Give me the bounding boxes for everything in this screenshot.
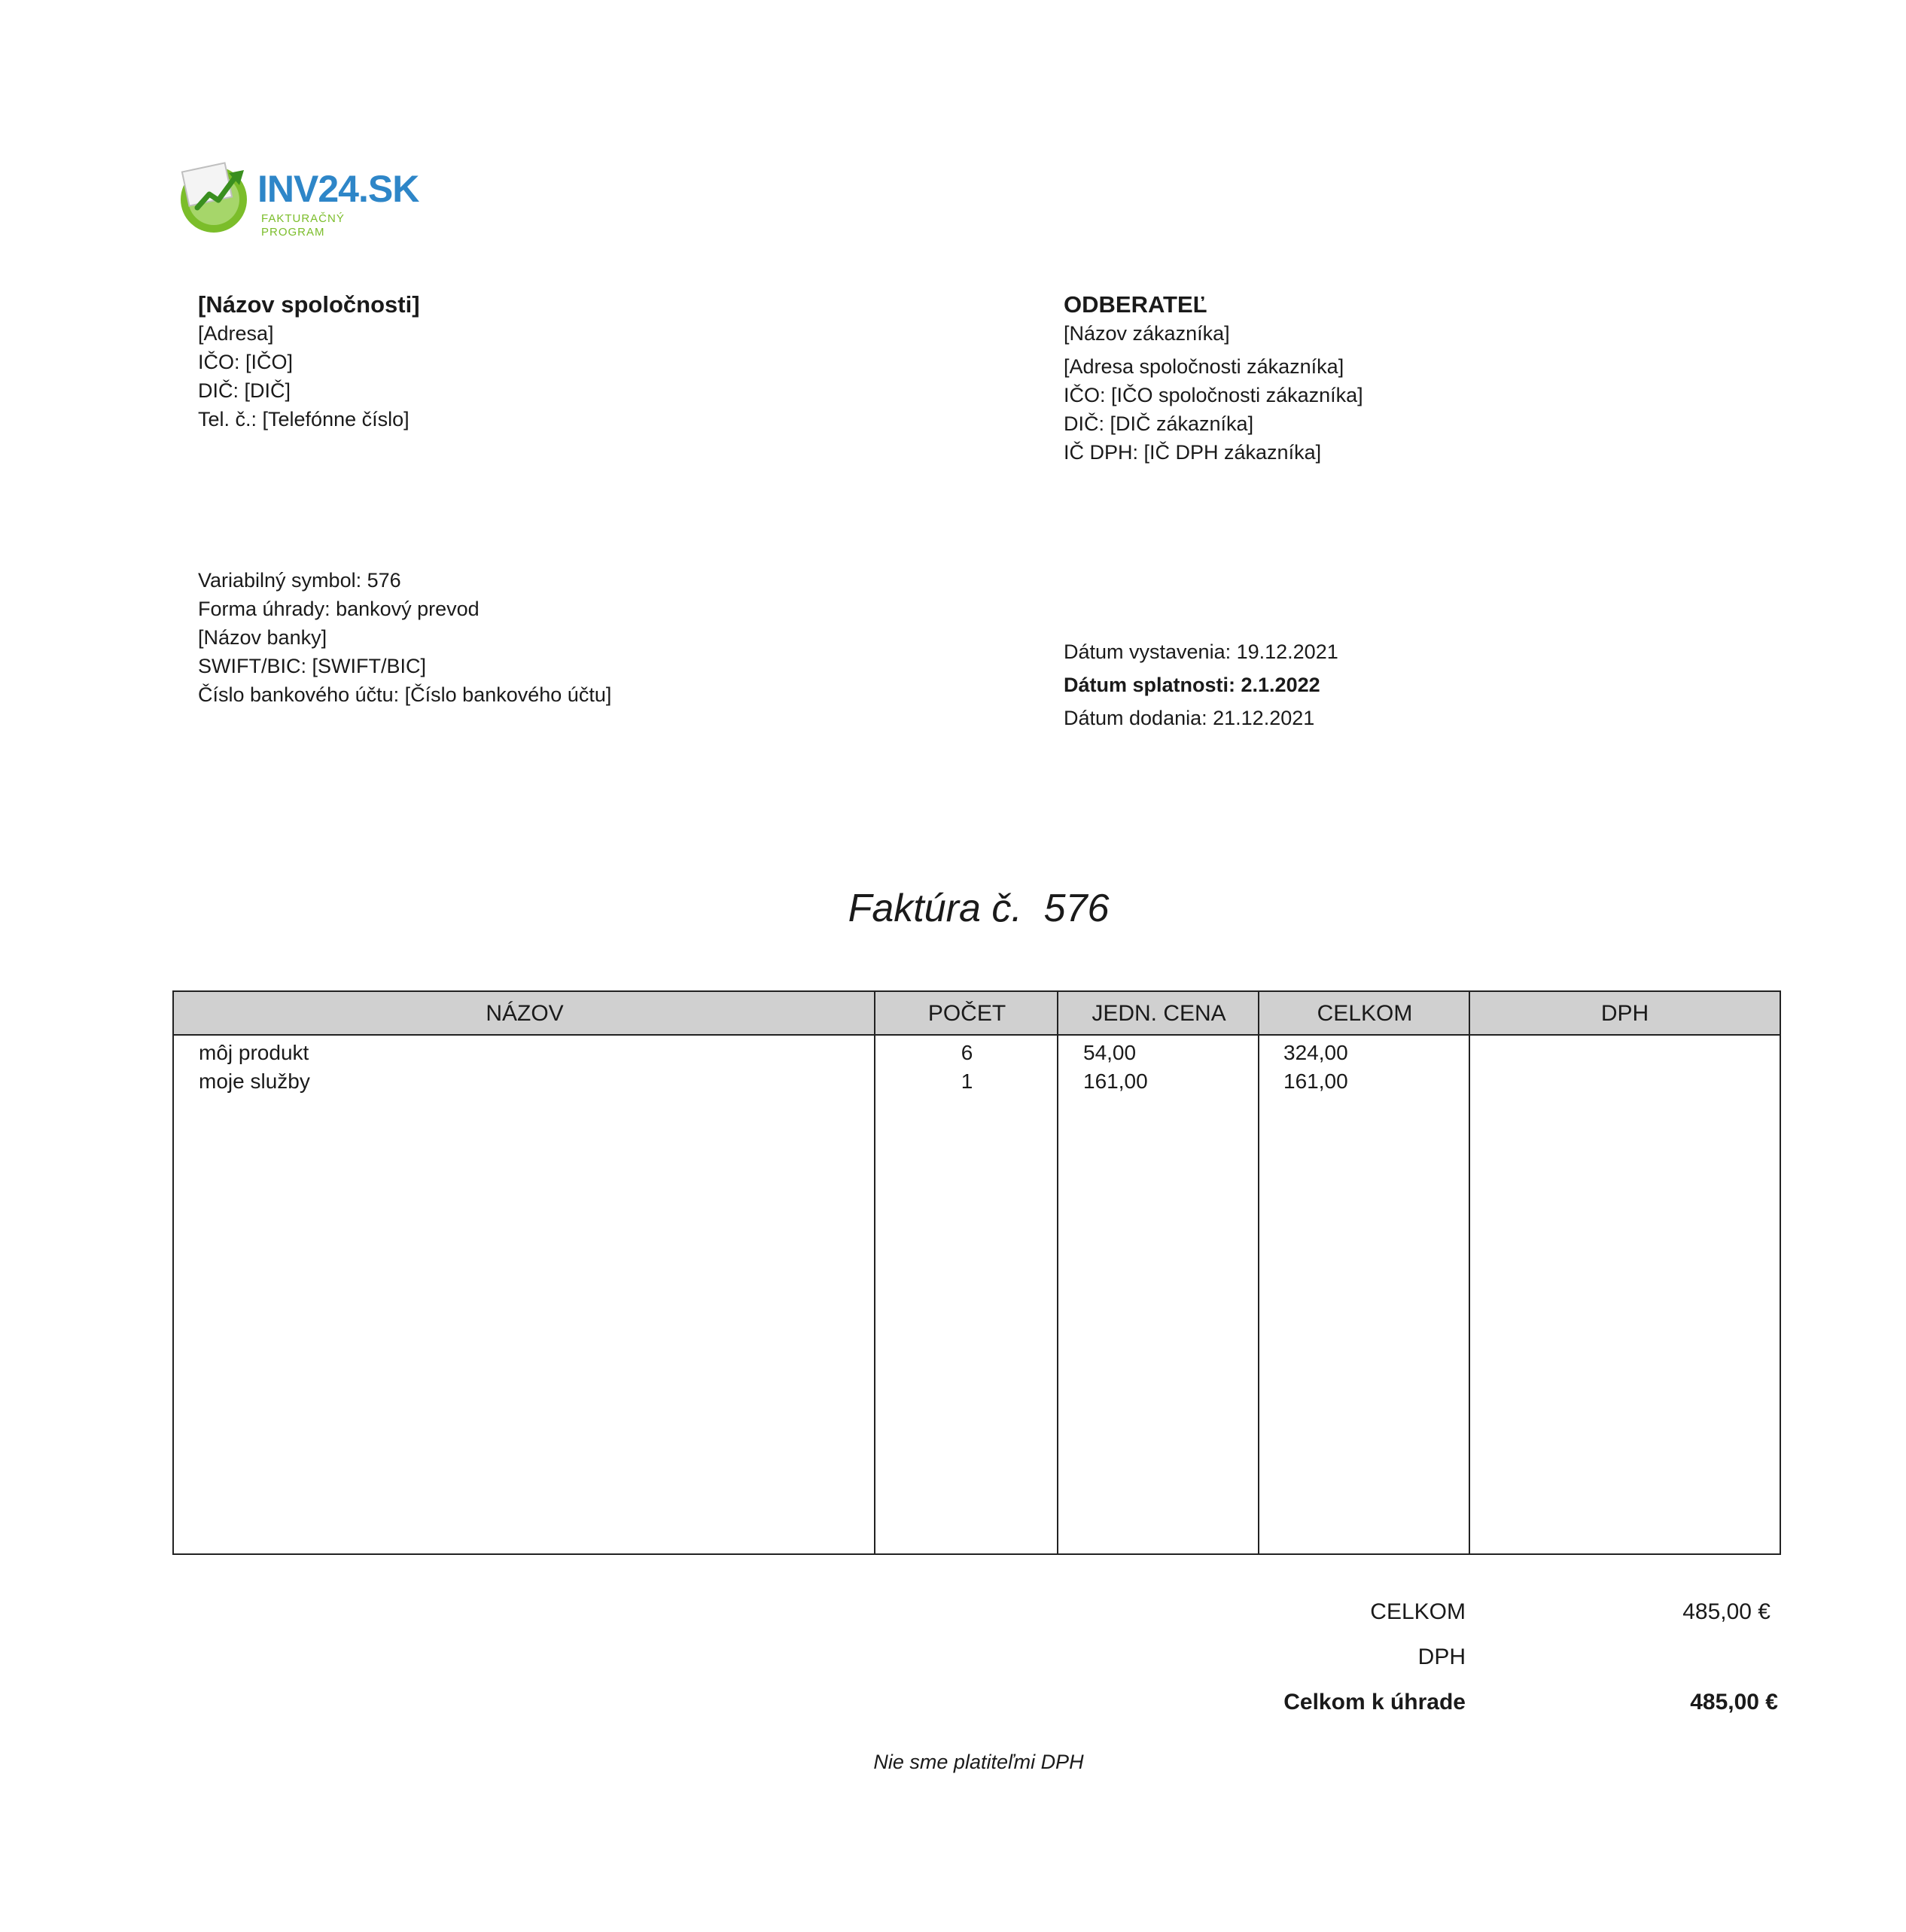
supplier-block	[198, 291, 420, 434]
amount-due-label: Celkom k úhrade	[1283, 1690, 1466, 1714]
items-table	[172, 990, 1781, 1555]
supplier-address: [Adresa]	[198, 322, 274, 345]
supplier-phone: Tel. č.: [Telefónne číslo]	[198, 408, 410, 431]
company-logo	[175, 158, 419, 239]
total-value: 485,00 €	[1682, 1599, 1771, 1624]
chart-arrow-icon	[175, 158, 254, 233]
row-name: môj produkt	[199, 1041, 309, 1064]
customer-ico: IČO: [IČO spoločnosti zákazníka]	[1064, 384, 1363, 406]
bank-account: Číslo bankového účtu: [Číslo bankového účtu]	[198, 683, 612, 706]
customer-heading: ODBERATEĽ	[1064, 291, 1207, 318]
logo-brand-text: INV24.SK	[257, 168, 419, 210]
header-vat: DPH	[1470, 992, 1780, 1036]
row-name: moje služby	[199, 1069, 310, 1093]
invoice-title: Faktúra č. 576	[848, 887, 1110, 930]
swift-bic: SWIFT/BIC: [SWIFT/BIC]	[198, 655, 426, 677]
row-unit-price: 54,00	[1083, 1041, 1137, 1064]
customer-block	[1064, 291, 1363, 467]
header-total: CELKOM	[1259, 992, 1470, 1036]
vat-label: DPH	[1417, 1644, 1466, 1669]
delivery-date: Dátum dodania: 21.12.2021	[1064, 707, 1315, 729]
row-unit-price: 161,00	[1083, 1069, 1148, 1093]
supplier-ico: IČO: [IČO]	[198, 351, 294, 373]
bank-name: [Názov banky]	[198, 626, 327, 649]
variable-symbol: Variabilný symbol: 576	[198, 569, 401, 592]
row-quantity: 1	[961, 1069, 973, 1093]
payment-method: Forma úhrady: bankový prevod	[198, 598, 480, 620]
issue-date: Dátum vystavenia: 19.12.2021	[1064, 640, 1338, 663]
supplier-dic: DIČ: [DIČ]	[198, 379, 291, 402]
supplier-name: [Názov spoločnosti]	[198, 291, 420, 318]
logo-tagline: FAKTURAČNÝ PROGRAM	[261, 212, 345, 239]
customer-ic-dph: IČ DPH: [IČ DPH zákazníka]	[1064, 441, 1322, 464]
column-divider	[1469, 992, 1470, 1553]
payment-block	[198, 566, 611, 709]
amount-due-value: 485,00 €	[1690, 1690, 1778, 1714]
total-label: CELKOM	[1370, 1599, 1466, 1624]
vat-note: Nie sme platiteľmi DPH	[873, 1751, 1084, 1773]
header-unit-price: JEDN. CENA	[1058, 992, 1259, 1036]
customer-dic: DIČ: [DIČ zákazníka]	[1064, 412, 1254, 435]
customer-name: [Názov zákazníka]	[1064, 322, 1230, 345]
due-date: Dátum splatnosti: 2.1.2022	[1064, 674, 1320, 696]
header-quantity: POČET	[875, 992, 1058, 1036]
row-total: 324,00	[1283, 1041, 1348, 1064]
row-total: 161,00	[1283, 1069, 1348, 1093]
header-name: NÁZOV	[174, 992, 875, 1036]
column-divider	[1258, 992, 1259, 1553]
row-quantity: 6	[961, 1041, 973, 1064]
dates-block	[1064, 635, 1338, 735]
customer-address: [Adresa spoločnosti zákazníka]	[1064, 355, 1344, 378]
